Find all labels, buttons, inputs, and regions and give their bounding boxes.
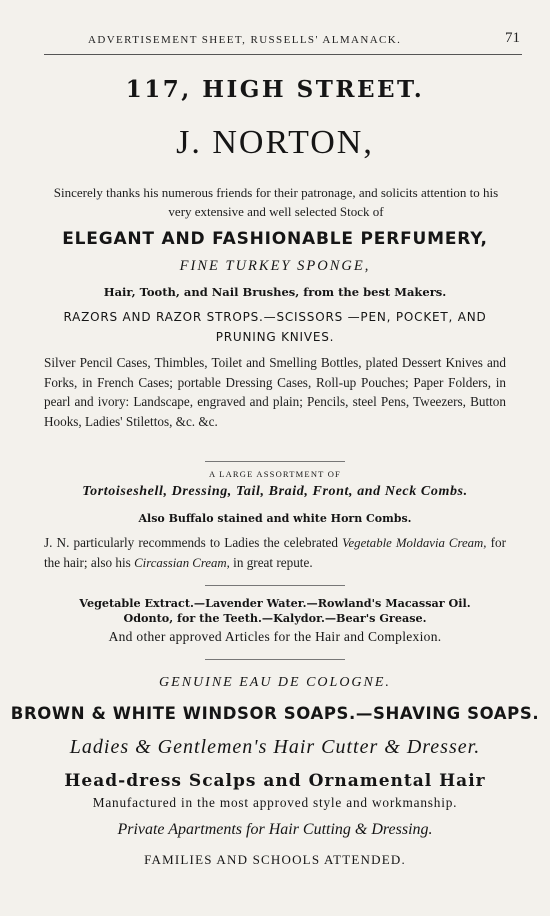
buffalo-line: Also Buffalo stained and white Horn Combs.: [138, 512, 412, 525]
hair-cutter-line: Ladies & Gentlemen's Hair Cutter & Dresser.: [69, 736, 481, 758]
cologne-line: GENUINE EAU DE COLOGNE.: [159, 675, 391, 690]
section-divider-2: [205, 585, 345, 586]
windsor-soaps-line: BROWN & WHITE WINDSOR SOAPS.—SHAVING SOAPS.: [10, 704, 540, 723]
recommend-paragraph: [44, 533, 506, 573]
advert-address: 117, HIGH STREET.: [125, 76, 425, 103]
running-title: ADVERTISEMENT SHEET, RUSSELLS' ALMANACK.: [88, 34, 402, 46]
circassian-cream-name: Circassian Cream,: [134, 556, 230, 570]
section-divider-3: [205, 659, 345, 660]
families-line: FAMILIES AND SCHOOLS ATTENDED.: [144, 852, 406, 867]
brushes-line: Hair, Tooth, and Nail Brushes, from the best Makers.: [103, 285, 447, 299]
sponge-line: FINE TURKEY SPONGE,: [179, 258, 371, 274]
head-dress-line: Head-dress Scalps and Ornamental Hair: [64, 771, 486, 791]
advertiser-name: J. NORTON,: [176, 124, 374, 161]
perfumery-heading: ELEGANT AND FASHIONABLE PERFUMERY,: [62, 229, 488, 249]
page-number: 71: [505, 30, 520, 46]
combs-line: Tortoiseshell, Dressing, Tail, Braid, Front, and Neck Combs.: [82, 484, 468, 499]
intro-paragraph: Sincerely thanks his numerous friends for their patronage, and solicits attention to his very extensive and well selected Stock of: [53, 185, 499, 219]
approved-articles-line: And other approved Articles for the Hair and Complexion.: [108, 629, 442, 644]
header-rule: [44, 54, 522, 55]
section-divider-1: [205, 461, 345, 462]
assortment-label: A LARGE ASSORTMENT OF: [209, 469, 341, 479]
recommend-text-1: J. N. particularly recommends to Ladies the celebrated: [44, 535, 343, 550]
silver-paragraph: Silver Pencil Cases, Thimbles, Toilet and Smelling Bottles, plated Dessert Knives and Forks, in French Cases; portable Dressing Cases, Roll-up Pouches; Paper Folders, in pearl and ivory: Landscape, engraved and plain; Pencils, steel Pens, Tweezers, Button Hooks, Ladies' Stilettos, &c. &c.: [44, 355, 506, 429]
recommend-text-2: for the hair; also his: [44, 535, 506, 570]
razors-line: RAZORS AND RAZOR STROPS.—SCISSORS —PEN, POCKET, AND PRUNING KNIVES.: [63, 310, 487, 344]
manufactured-line: Manufactured in the most approved style and workmanship.: [92, 795, 458, 810]
vegetable-cream-name: Vegetable Moldavia Cream,: [342, 536, 487, 550]
products-line-2: Odonto, for the Teeth.—Kalydor.—Bear's Grease.: [123, 611, 427, 625]
recommend-text-3: in great repute.: [229, 555, 313, 570]
private-apartments-line: Private Apartments for Hair Cutting & Dressing.: [117, 821, 433, 838]
products-line-1: Vegetable Extract.—Lavender Water.—Rowland's Macassar Oil.: [79, 596, 471, 610]
